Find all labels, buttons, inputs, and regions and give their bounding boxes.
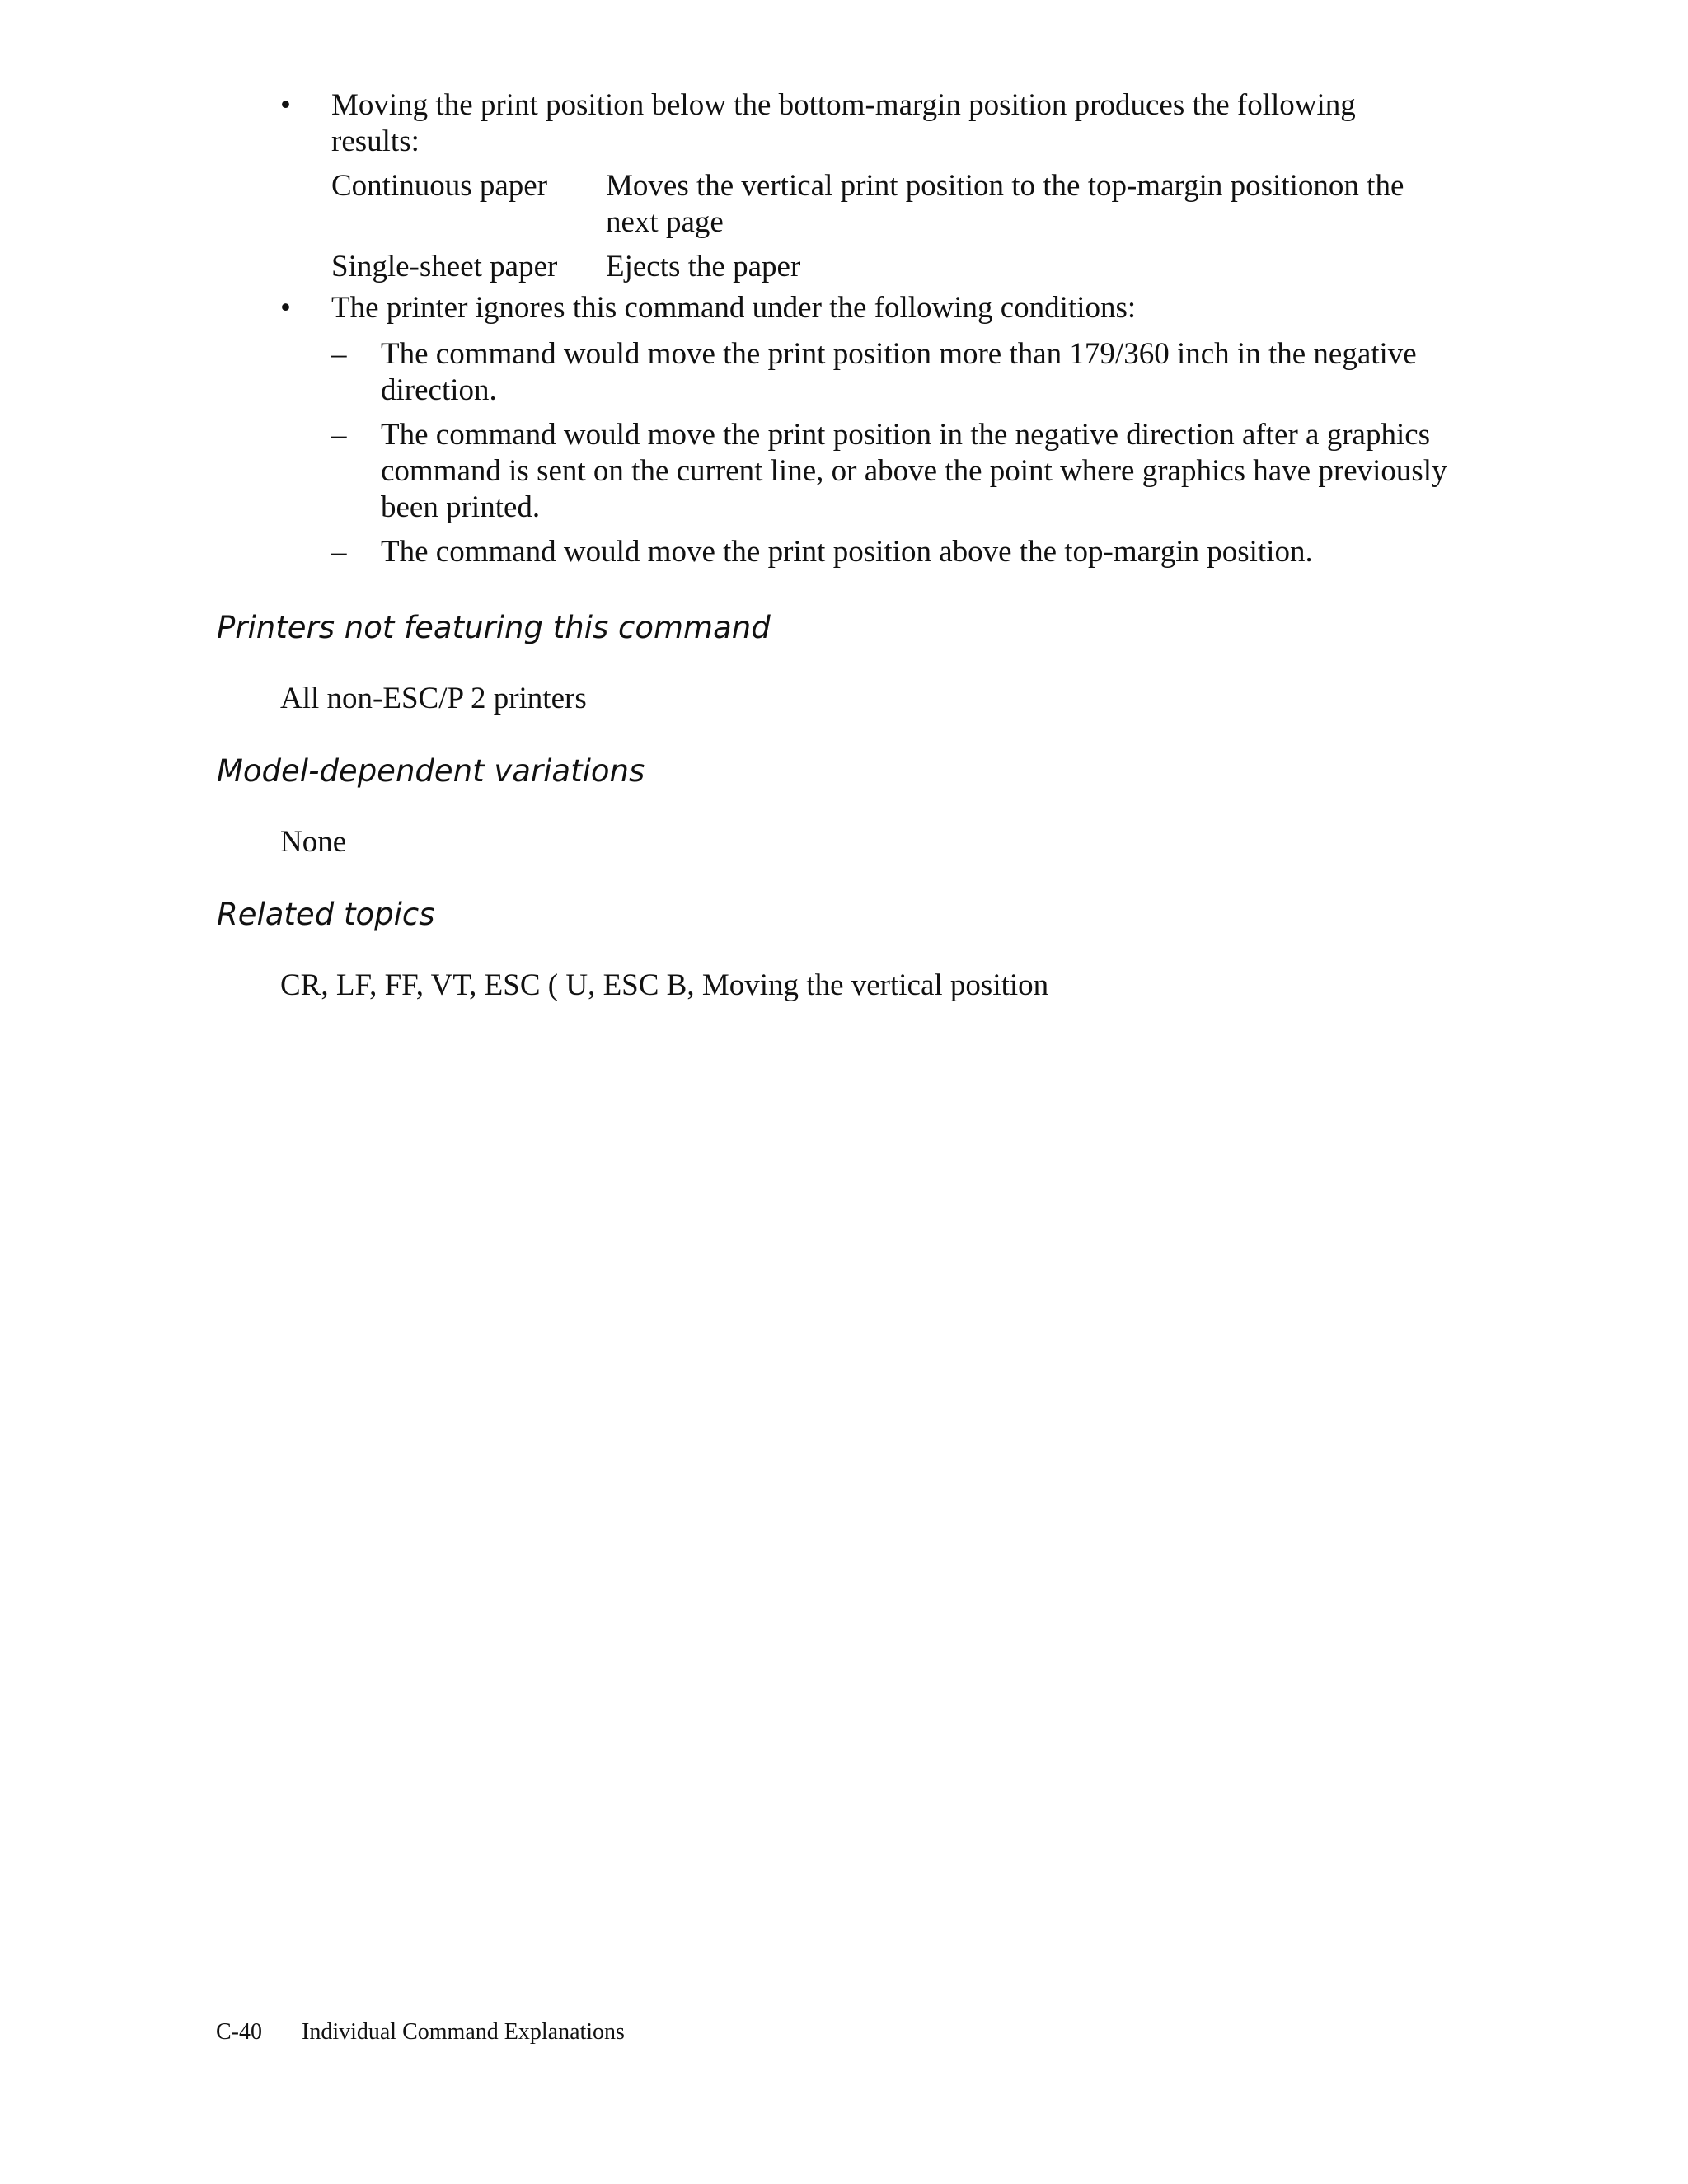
bullet-item-ignore-conditions xyxy=(280,290,1451,570)
bullet-icon: • xyxy=(280,291,291,325)
section-body-related-topics: CR, LF, FF, VT, ESC ( U, ESC B, Moving the vertical position xyxy=(280,968,1049,1002)
section-body-printers-not-featuring: All non-ESC/P 2 printers xyxy=(280,682,587,715)
page-footer xyxy=(216,2018,625,2046)
bullet-list xyxy=(280,87,1451,570)
result-row xyxy=(331,168,1451,241)
page-number: C-40 xyxy=(216,2019,262,2045)
bullet-text: Moving the print position below the bottom-margin position produces the following results: xyxy=(331,88,1356,158)
condition-text: The command would move the print position in the negative direction after a graphics command is sent on the current line, or above the point where graphics have previously been printed. xyxy=(381,418,1447,524)
results-table xyxy=(331,168,1451,285)
section-heading-printers-not-featuring: Printers not featuring this command xyxy=(217,610,771,645)
condition-item xyxy=(330,336,1451,409)
dash-icon: – xyxy=(331,418,347,452)
condition-item xyxy=(330,417,1451,526)
result-label: Single-sheet paper xyxy=(331,250,558,284)
chapter-title: Individual Command Explanations xyxy=(302,2019,625,2045)
result-row xyxy=(331,249,1451,285)
result-description: Ejects the paper xyxy=(606,250,801,284)
section-body-model-variations: None xyxy=(280,825,347,859)
result-label: Continuous paper xyxy=(331,169,548,203)
dash-icon: – xyxy=(331,535,347,569)
section-heading-related-topics: Related topics xyxy=(217,897,435,932)
dash-icon: – xyxy=(331,337,347,371)
condition-item xyxy=(330,534,1451,570)
conditions-list xyxy=(331,336,1451,570)
result-description: Moves the vertical print position to the top-margin positionon the next page xyxy=(606,169,1404,239)
bullet-text: The printer ignores this command under the following conditions: xyxy=(331,291,1137,325)
section-heading-model-variations: Model-dependent variations xyxy=(217,753,645,789)
condition-text: The command would move the print position more than 179/360 inch in the negative direction. xyxy=(381,337,1417,407)
bullet-item-bottom-margin xyxy=(280,87,1451,285)
bullet-icon: • xyxy=(280,88,291,122)
condition-text: The command would move the print position above the top-margin position. xyxy=(381,535,1313,569)
